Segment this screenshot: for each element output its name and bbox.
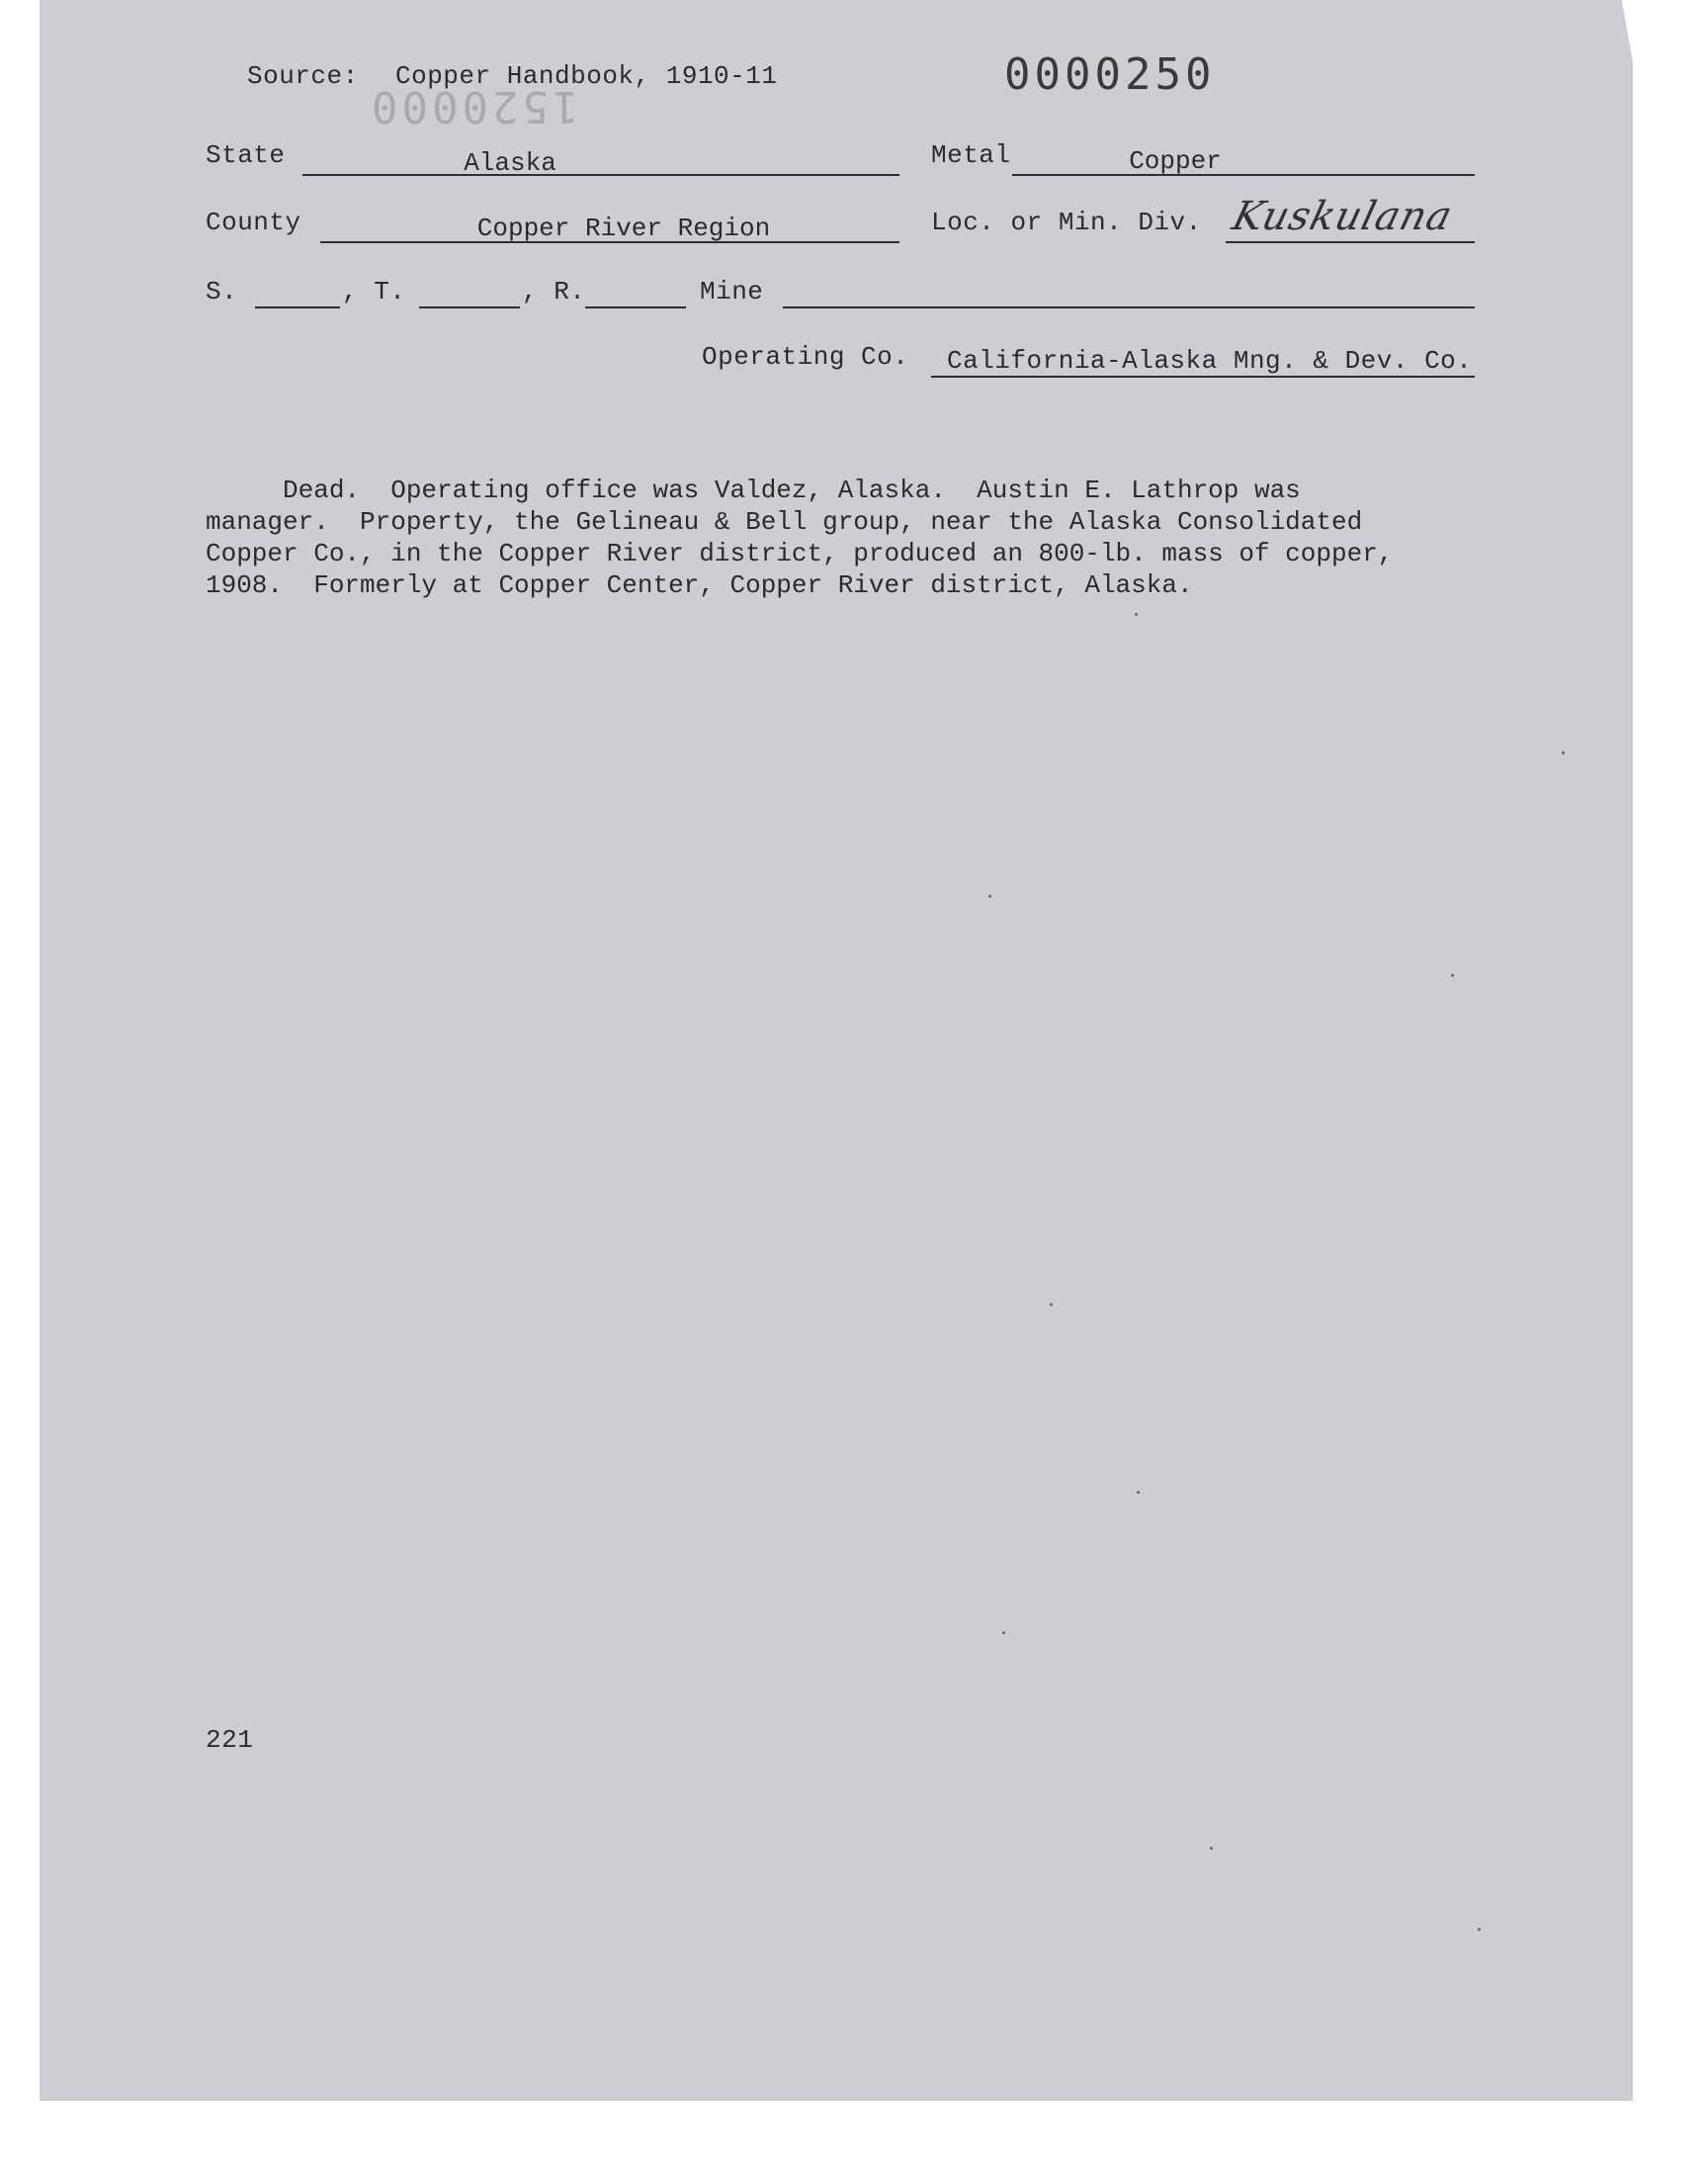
r-underline [585,306,686,308]
metal-value: Copper [1129,146,1222,176]
operating-label: Operating Co. [702,342,909,372]
page-number: 221 [206,1725,254,1755]
metal-label: Metal [931,140,1011,170]
loc-label: Loc. or Min. Div. [931,208,1202,237]
body-paragraph: Dead. Operating office was Valdez, Alaska. Austin E. Lathrop was manager. Property, the Gelineau & Bell group, near the Alaska Consolidated Copper Co., in the Copper River district, produced an 800-lb. mass of copper, 1908. Formerly at Copper Center, Copper River district, Alaska. [206,476,1394,600]
paper-speck [1137,1491,1140,1494]
source-label: Source: [247,61,359,91]
s-underline [255,306,340,308]
paper-speck [1451,974,1454,977]
operating-value: California-Alaska Mng. & Dev. Co. [947,346,1473,376]
t-underline [419,306,520,308]
paper-speck [988,895,991,898]
paper-speck [1135,613,1138,616]
mine-label: Mine [700,277,764,306]
r-label: , R. [522,277,586,306]
paper-speck [1050,1303,1053,1306]
county-value: Copper River Region [476,214,771,243]
loc-handwritten-value: Kuskulana [1228,194,1458,239]
source-value: Copper Handbook, 1910-11 [395,61,778,91]
s-label: S. [206,277,238,306]
operating-underline [931,376,1475,378]
loc-underline [1226,241,1475,243]
paper-speck [1002,1631,1005,1634]
ghost-document-number: 1520000 [368,81,579,131]
paper-speck [1210,1847,1213,1850]
document-number: 0000250 [1004,49,1216,100]
mine-underline [783,306,1475,308]
state-value: Alaska [464,148,556,178]
document-sheet [40,0,1633,2101]
t-label: , T. [342,277,406,306]
paper-speck [1562,751,1565,754]
state-label: State [206,140,286,170]
paper-speck [1478,1928,1481,1931]
county-label: County [206,208,301,237]
